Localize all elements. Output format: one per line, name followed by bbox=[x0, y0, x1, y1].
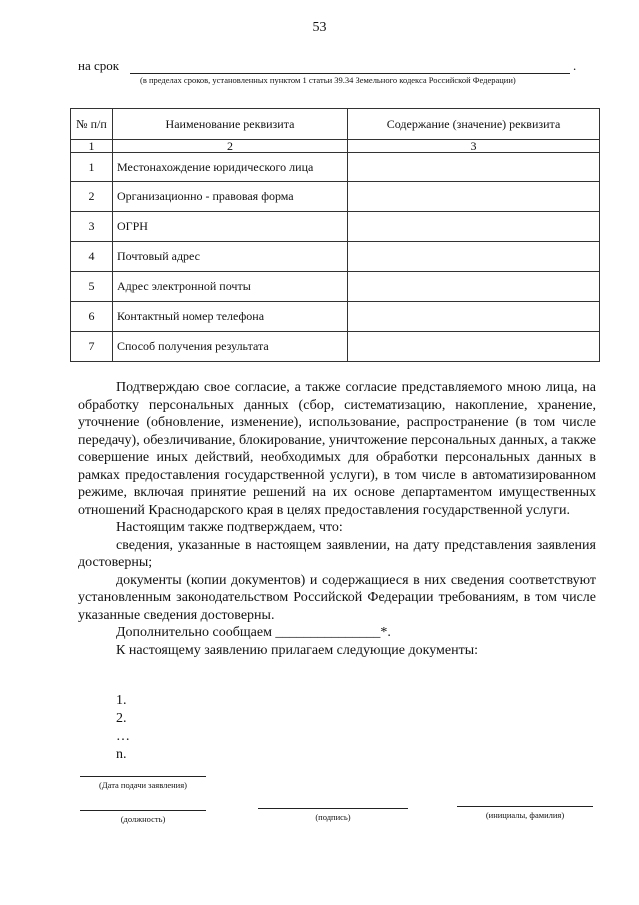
confirm-item-documents: документы (копии документов) и содержащиеся в них сведения соответствуют установленным законодательством Российской Федерации требованиям, в том числе указанные сведения достоверны. bbox=[78, 572, 596, 623]
list-item: 1. bbox=[116, 693, 127, 708]
header-num: № п/п bbox=[71, 109, 113, 140]
requisites-table bbox=[70, 108, 600, 362]
table-row bbox=[71, 302, 600, 332]
table-row bbox=[71, 153, 600, 182]
term-dot: . bbox=[573, 58, 577, 73]
page-number: 53 bbox=[312, 20, 327, 35]
row-value-cell[interactable] bbox=[348, 212, 600, 242]
index-cell: 1 bbox=[71, 140, 113, 153]
row-name: Адрес электронной почты bbox=[113, 272, 348, 302]
date-line[interactable] bbox=[80, 776, 206, 777]
signature-caption: (подпись) bbox=[315, 812, 351, 822]
row-num: 5 bbox=[71, 272, 113, 302]
row-value-cell[interactable] bbox=[348, 332, 600, 362]
list-item: … bbox=[116, 729, 130, 744]
row-name: Организационно - правовая форма bbox=[113, 182, 348, 212]
table-header-row bbox=[71, 109, 600, 140]
term-input-line[interactable] bbox=[130, 73, 570, 74]
position-caption: (должность) bbox=[120, 814, 166, 824]
index-cell: 2 bbox=[113, 140, 348, 153]
row-num: 6 bbox=[71, 302, 113, 332]
row-num: 1 bbox=[71, 153, 113, 182]
signature-line[interactable] bbox=[258, 808, 408, 809]
table-index-row bbox=[71, 140, 600, 153]
row-value-cell[interactable] bbox=[348, 302, 600, 332]
table-row bbox=[71, 212, 600, 242]
header-name: Наименование реквизита bbox=[113, 109, 348, 140]
row-value-cell[interactable] bbox=[348, 182, 600, 212]
index-cell: 3 bbox=[348, 140, 600, 153]
row-num: 2 bbox=[71, 182, 113, 212]
table-row bbox=[71, 182, 600, 212]
consent-paragraph: Подтверждаю свое согласие, а также согласие представляемого мною лица, на обработку персональных данных (сбор, систематизацию, накопление, хранение, уточнение (обновление, изменение), использование, распространение (в том числе передачу), обезличивание, блокирование, уничтожение персональных данных, а также совершение иных действий, необходимых для обработки персональных данных в рамках предоставления государственной услуги), в том числе в автоматизированном режиме, включая принятие решений на их основе департаментом имущественных отношений Краснодарского края в целях предоставления государственной услуги. bbox=[78, 380, 596, 518]
initials-caption: (инициалы, фамилия) bbox=[485, 810, 565, 820]
initials-line[interactable] bbox=[457, 806, 593, 807]
row-value-cell[interactable] bbox=[348, 153, 600, 182]
additional-info: Дополнительно сообщаем _______________*. bbox=[116, 625, 391, 640]
attachments-intro: К настоящему заявлению прилагаем следующие документы: bbox=[116, 642, 479, 658]
confirm-item-data: сведения, указанные в настоящем заявлении, на дату представления заявления достоверны; bbox=[78, 537, 596, 570]
row-name: Способ получения результата bbox=[113, 332, 348, 362]
confirm-intro: Настоящим также подтверждаем, что: bbox=[116, 520, 343, 535]
row-num: 4 bbox=[71, 242, 113, 272]
table-row bbox=[71, 332, 600, 362]
table-row bbox=[71, 242, 600, 272]
row-name: Местонахождение юридического лица bbox=[113, 153, 348, 182]
row-name: Почтовый адрес bbox=[113, 242, 348, 272]
row-name: Контактный номер телефона bbox=[113, 302, 348, 332]
row-num: 3 bbox=[71, 212, 113, 242]
row-num: 7 bbox=[71, 332, 113, 362]
table-row bbox=[71, 272, 600, 302]
attachments-list bbox=[116, 692, 130, 764]
consent-text bbox=[78, 379, 596, 659]
header-value: Содержание (значение) реквизита bbox=[348, 109, 600, 140]
row-value-cell[interactable] bbox=[348, 242, 600, 272]
term-hint: (в пределах сроков, установленных пунктом 1 статьи 39.34 Земельного кодекса Российской Федерации) bbox=[140, 75, 516, 85]
list-item: 2. bbox=[116, 711, 127, 726]
row-name: ОГРН bbox=[113, 212, 348, 242]
position-line[interactable] bbox=[80, 810, 206, 811]
date-caption: (Дата подачи заявления) bbox=[99, 780, 187, 790]
term-label: на срок bbox=[78, 58, 120, 73]
list-item: n. bbox=[116, 747, 127, 762]
row-value-cell[interactable] bbox=[348, 272, 600, 302]
